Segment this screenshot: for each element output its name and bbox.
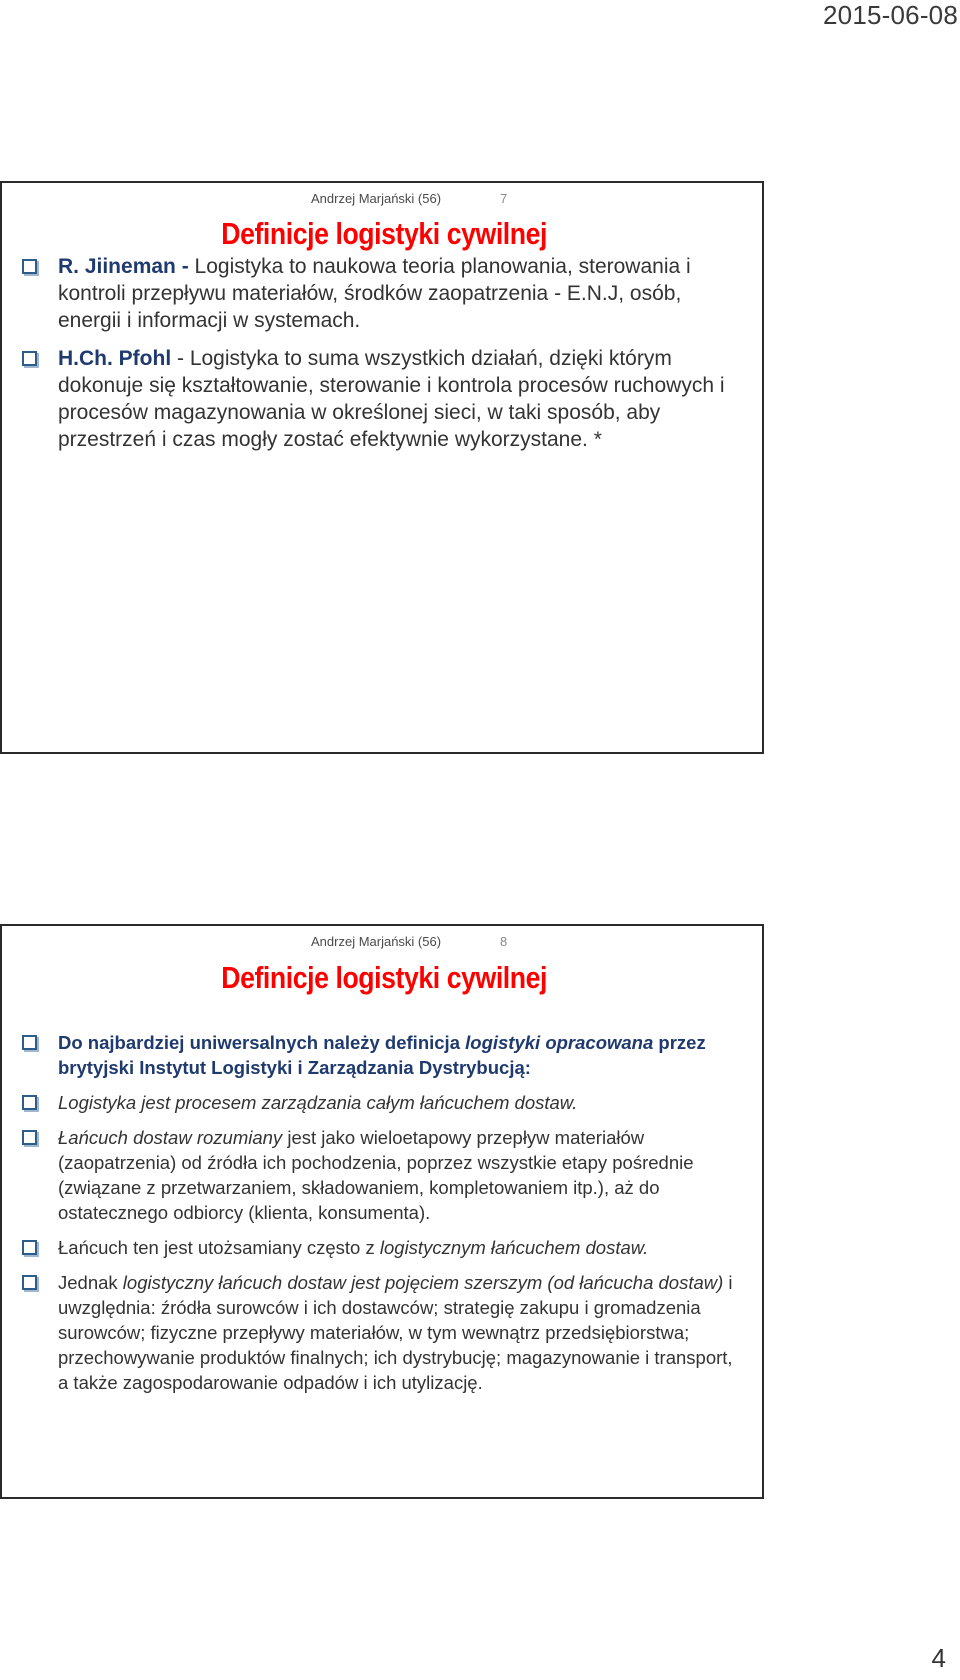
slide-header (2, 191, 762, 215)
bullet-text: przez brytyjski Instytut Logistyki i Zarządzania Dystrybucją: (58, 1032, 706, 1078)
bullet-text: Łańcuch ten jest utożsamiany często z (58, 1237, 380, 1258)
bullet-item (22, 1030, 746, 1080)
slide-title: Definicje logistyki cywilnej (221, 216, 548, 251)
bullet-list (22, 253, 746, 453)
checkbox-bullet-icon (22, 1275, 37, 1290)
slide-header (2, 934, 762, 958)
bullet-text: Do najbardziej uniwersalnych należy definicja (58, 1032, 466, 1053)
checkbox-bullet-icon (22, 259, 37, 274)
bullet-item (22, 253, 746, 334)
slide-author: Andrzej Marjański (56) (311, 934, 442, 949)
bullet-text-italic: logistycznym łańcuchem dostaw. (379, 1237, 649, 1258)
checkbox-bullet-icon (22, 351, 37, 366)
slide-author: Andrzej Marjański (56) (311, 191, 442, 206)
page-date: 2015-06-08 (823, 0, 958, 30)
bullet-text-italic: logistyczny łańcuch dostaw jest pojęciem szerszym (od łańcucha dostaw) (122, 1272, 724, 1293)
slide-title: Definicje logistyki cywilnej (221, 960, 548, 995)
checkbox-bullet-icon (22, 1095, 37, 1110)
bullet-author: R. Jiineman - (58, 255, 189, 278)
bullet-text: jest jako wieloetapowy przepływ materiałów (zaopatrzenia) od źródła ich pochodzenia, poprzez wszystkie etapy pośrednie (związane z przetwarzaniem, składowaniem, kompletowaniem itp.), aż do ostatecznego odbiorcy (klienta, konsumenta). (58, 1127, 694, 1223)
bullet-author: H.Ch. Pfohl (58, 347, 172, 370)
slide-number: 8 (500, 934, 508, 949)
bullet-text: Logistyka to naukowa teoria planowania, sterowania i kontroli przepływu materiałów, środków zaopatrzenia - E.N.J, osób, energii i informacji w systemach. (58, 255, 691, 332)
page-number: 4 (931, 1643, 946, 1673)
checkbox-bullet-icon (22, 1240, 37, 1255)
bullet-text-italic: logistyki opracowana (465, 1032, 654, 1053)
bullet-item (22, 1090, 746, 1115)
bullet-item (22, 345, 746, 453)
bullet-item (22, 1235, 746, 1260)
bullet-item (22, 1270, 746, 1395)
bullet-text-italic: Logistyka jest procesem zarządzania całym łańcuchem dostaw. (58, 1092, 578, 1113)
checkbox-bullet-icon (22, 1130, 37, 1145)
bullet-text: - Logistyka to suma wszystkich działań, dzięki którym dokonuje się kształtowanie, sterowanie i kontrola procesów ruchowych i procesów magazynowania w określonej sieci, w taki sposób, aby przestrzeń i czas mogły zostać efektywnie wykorzystane. * (58, 347, 725, 451)
slide-8 (0, 924, 764, 1499)
slide-number: 7 (500, 191, 508, 206)
bullet-list (22, 1030, 746, 1395)
checkbox-bullet-icon (22, 1035, 37, 1050)
bullet-text: Jednak (58, 1272, 123, 1293)
bullet-text-italic: Łańcuch dostaw rozumiany (58, 1127, 283, 1148)
bullet-item (22, 1125, 746, 1225)
bullet-text: i uwzględnia: źródła surowców i ich dostawców; strategię zakupu i gromadzenia surowców; fizyczne przepływy materiałów, w tym wewnątrz przedsiębiorstwa; przechowywanie produktów finalnych; ich dystrybucję; magazynowanie i transport, a także zagospodarowanie odpadów i ich utylizację. (58, 1272, 733, 1393)
slide-7 (0, 181, 764, 754)
